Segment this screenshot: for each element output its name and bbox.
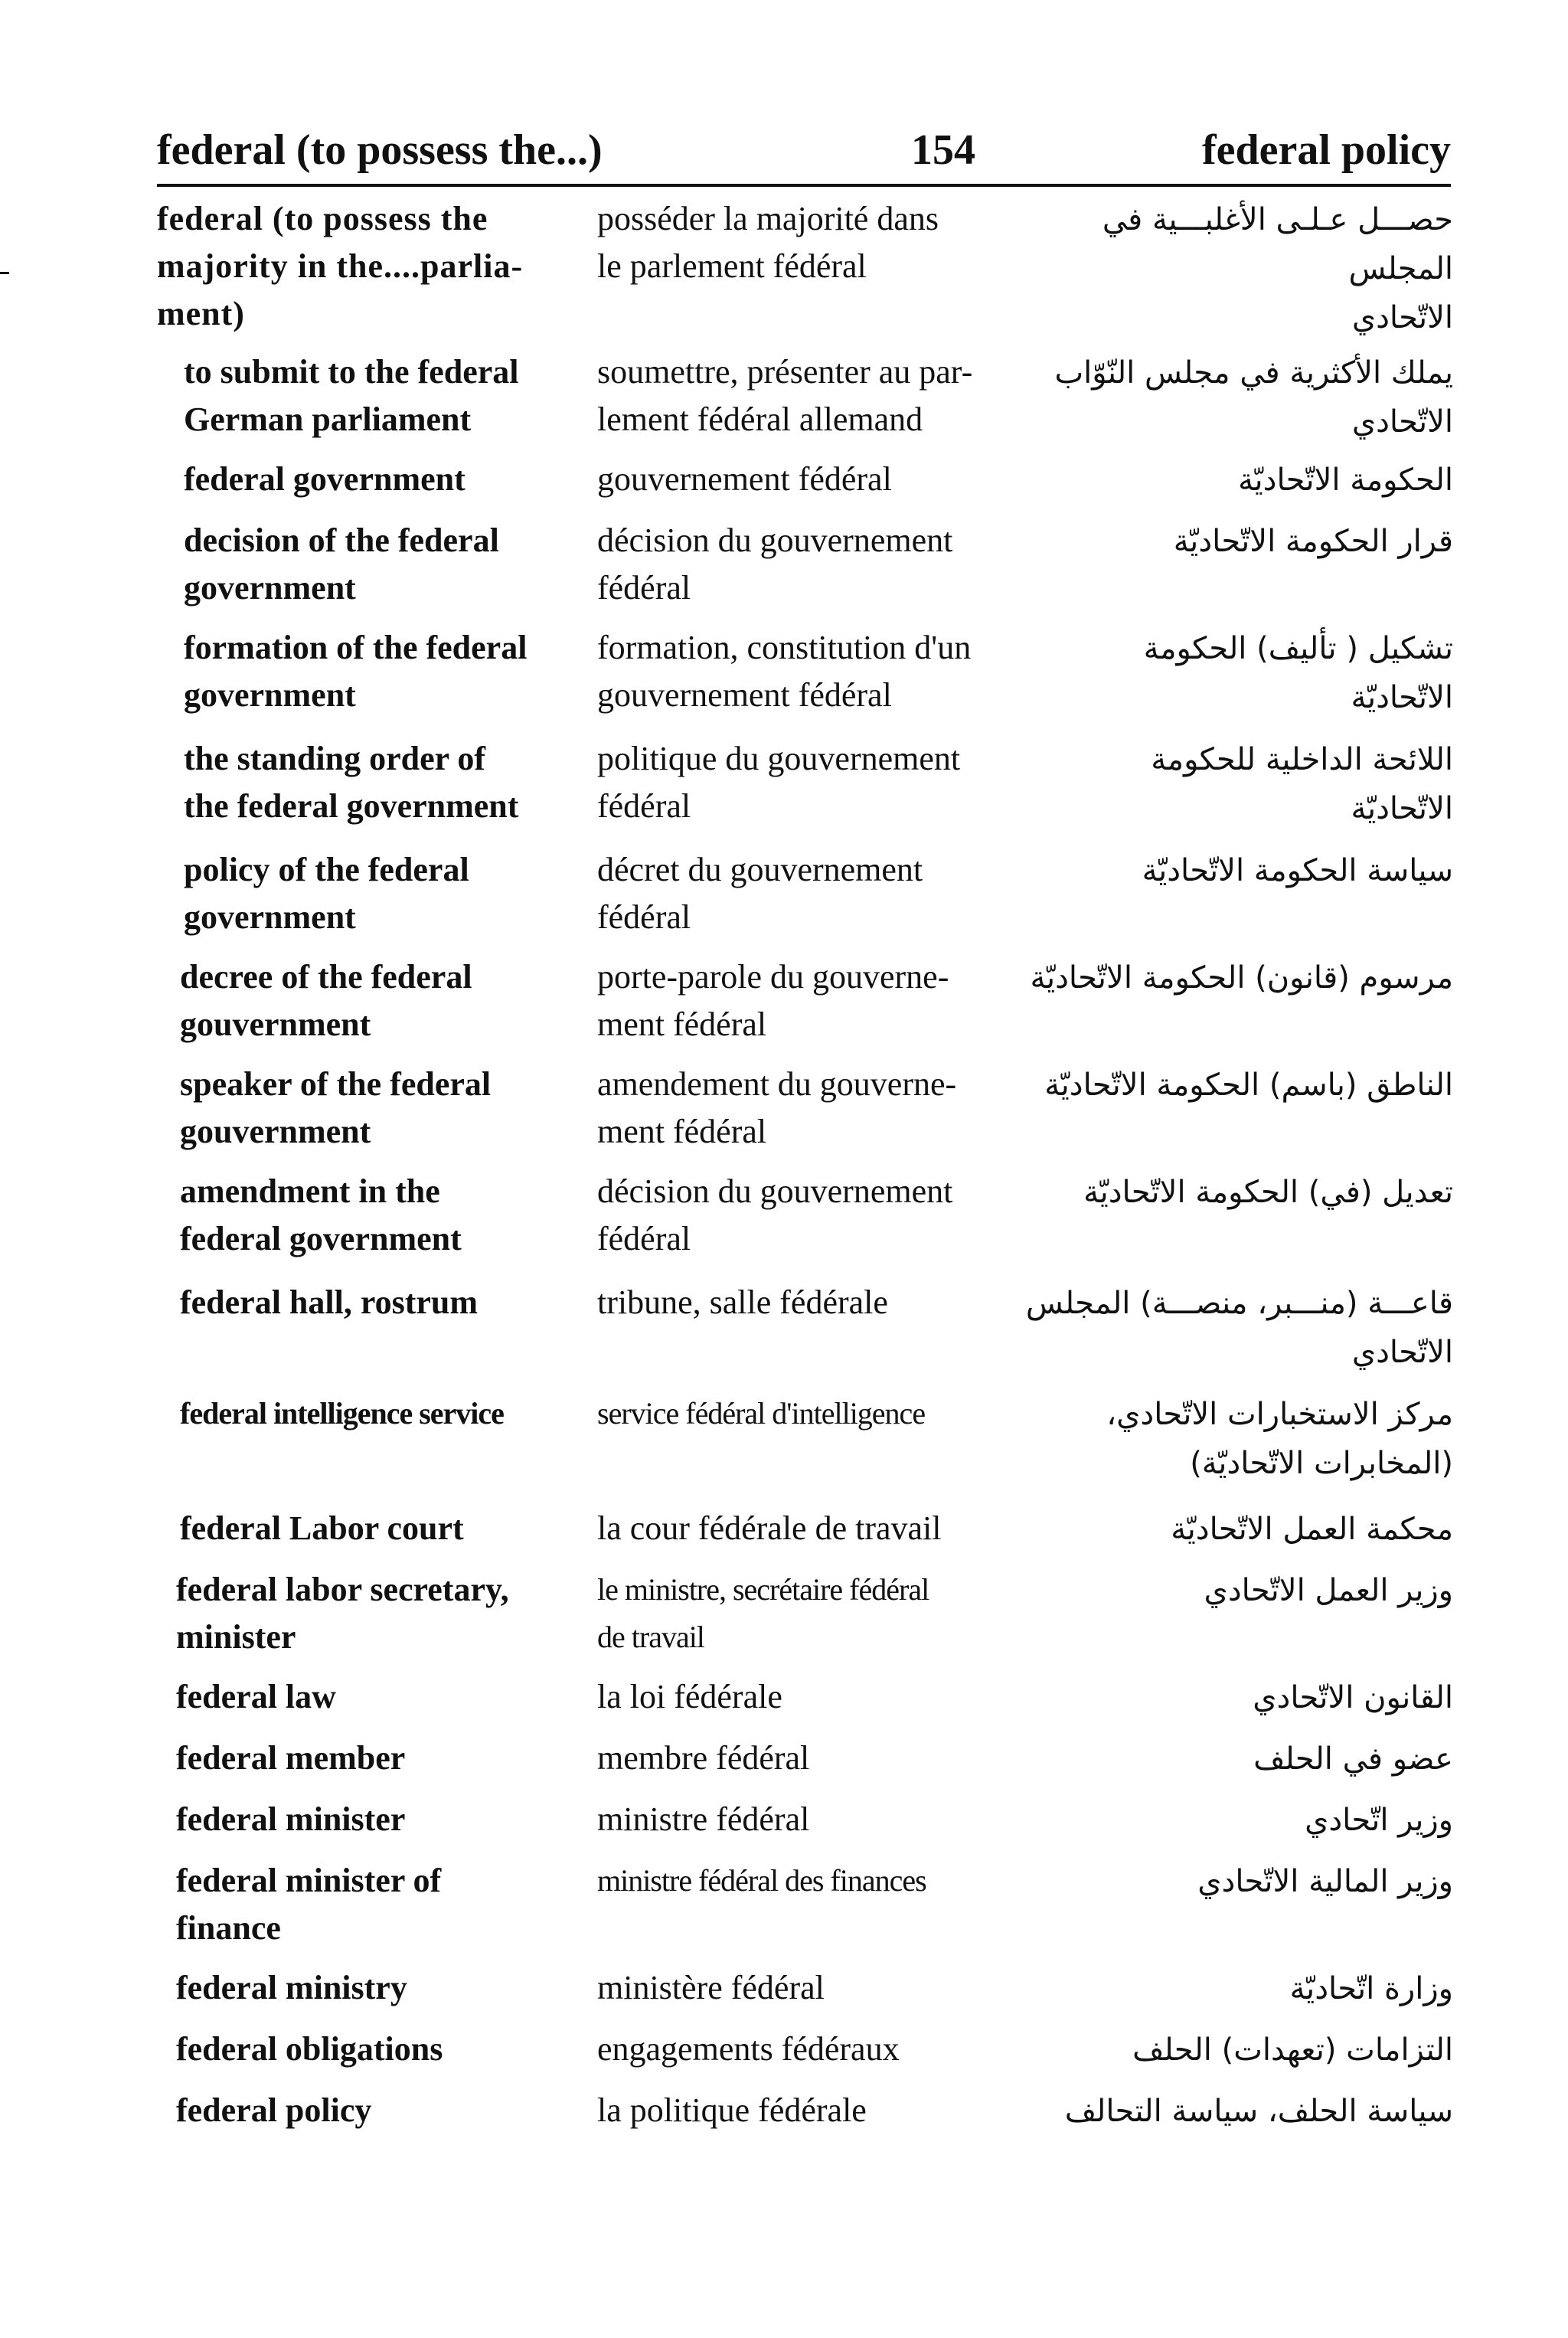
arabic-term: محكمة العمل الاتّحاديّة — [1171, 1512, 1453, 1547]
arabic-term: تشكيل ( تأليف) الحكومة الاتّحاديّة — [1143, 631, 1453, 715]
english-term: federal minister — [176, 1800, 406, 1838]
french-term: décret du gouvernement fédéral — [597, 851, 923, 936]
english-term: federal obligations — [176, 2030, 443, 2068]
french-term: soumettre, présenter au par- lement fédéral allemand — [597, 353, 973, 438]
french-term: ministère fédéral — [597, 1969, 825, 2006]
english-term: federal member — [176, 1739, 406, 1777]
arabic-term: وزير المالية الاتّحادي — [1197, 1864, 1453, 1899]
english-term: federal policy — [176, 2091, 372, 2129]
arabic-term: مرسوم (قانون) الحكومة الاتّحاديّة — [1030, 960, 1453, 996]
french-term: porte-parole du gouverne- ment fédéral — [597, 958, 949, 1043]
french-term: la cour fédérale de travail — [597, 1509, 942, 1547]
arabic-term: وزارة اتّحاديّة — [1289, 1971, 1453, 2006]
arabic-term: مركز الاستخبارات الاتّحادي، (المخابرات الاتّحاديّة) — [1106, 1397, 1453, 1481]
arabic-term: سياسة الحلف، سياسة التحالف — [1064, 2094, 1453, 2129]
arabic-term: وزير العمل الاتّحادي — [1204, 1573, 1453, 1608]
french-term: ministre fédéral des finances — [597, 1863, 926, 1898]
english-term: federal government — [184, 460, 466, 498]
arabic-term: القانون الاتّحادي — [1253, 1680, 1453, 1715]
english-term: policy of the federal government — [184, 851, 469, 936]
arabic-term: قاعـــة (منـــبر، منصـــة) المجلس الاتّحادي — [1025, 1286, 1453, 1370]
english-term: federal law — [176, 1678, 336, 1715]
arabic-term: الحكومة الاتّحاديّة — [1238, 463, 1453, 498]
arabic-term: عضو في الحلف — [1253, 1741, 1453, 1777]
english-term: federal labor secretary, minister — [176, 1571, 509, 1656]
french-term: ministre fédéral — [597, 1800, 810, 1838]
french-term: la loi fédérale — [597, 1678, 782, 1715]
french-term: politique du gouvernement fédéral — [597, 740, 961, 825]
header-right-guide-word: federal policy — [1201, 126, 1451, 174]
english-term: federal minister of finance — [176, 1862, 442, 1947]
french-term: membre fédéral — [597, 1739, 810, 1777]
english-term: federal intelligence service — [180, 1396, 504, 1431]
english-term: speaker of the federal gouvernment — [180, 1065, 492, 1150]
english-term: formation of the federal government — [184, 629, 528, 714]
arabic-term: يملك الأكثرية في مجلس النّوّاب الاتّحادي — [1054, 355, 1453, 440]
french-term: formation, constitution d'un gouvernement fédéral — [597, 629, 972, 714]
french-term: tribune, salle fédérale — [597, 1283, 888, 1321]
english-term: amendment in the federal government — [180, 1172, 462, 1257]
french-term: gouvernement fédéral — [597, 460, 892, 498]
french-term: service fédéral d'intelligence — [597, 1396, 926, 1431]
french-term: engagements fédéraux — [597, 2030, 900, 2068]
arabic-term: تعديل (في) الحكومة الاتّحاديّة — [1083, 1175, 1453, 1210]
english-term: federal hall, rostrum — [180, 1283, 479, 1321]
english-term: the standing order of the federal government — [184, 740, 519, 825]
arabic-term: وزير اتّحادي — [1305, 1803, 1453, 1838]
arabic-term: التزامات (تعهدات) الحلف — [1132, 2032, 1453, 2068]
english-term: federal (to possess the majority in the....parlia- ment) — [157, 200, 524, 332]
english-term: to submit to the federal German parliament — [184, 353, 519, 438]
english-term: decision of the federal government — [184, 522, 499, 607]
french-term: décision du gouvernement fédéral — [597, 522, 953, 607]
english-term: federal ministry — [176, 1969, 407, 2006]
french-term: posséder la majorité dans le parlement fédéral — [597, 200, 939, 285]
arabic-term: الناطق (باسم) الحكومة الاتّحاديّة — [1044, 1068, 1453, 1103]
french-term: la politique fédérale — [597, 2091, 867, 2129]
arabic-term: قرار الحكومة الاتّحاديّة — [1173, 524, 1453, 559]
french-term: décision du gouvernement fédéral — [597, 1172, 953, 1257]
page-number: 154 — [911, 126, 975, 174]
arabic-term: اللائحة الداخلية للحكومة الاتّحاديّة — [1151, 742, 1453, 826]
arabic-term: سياسة الحكومة الاتّحاديّة — [1142, 853, 1453, 888]
arabic-term: حصـــل عـلـى الأغلبـــية في المجلس الاتّحادي — [1102, 202, 1453, 335]
french-term: amendement du gouverne- ment fédéral — [597, 1065, 957, 1150]
english-term: federal Labor court — [180, 1509, 464, 1547]
header-left-guide-word: federal (to possess the...) — [157, 126, 603, 174]
french-term: le ministre, secrétaire fédéral de travail — [597, 1572, 929, 1654]
english-term: decree of the federal gouvernment — [180, 958, 472, 1043]
